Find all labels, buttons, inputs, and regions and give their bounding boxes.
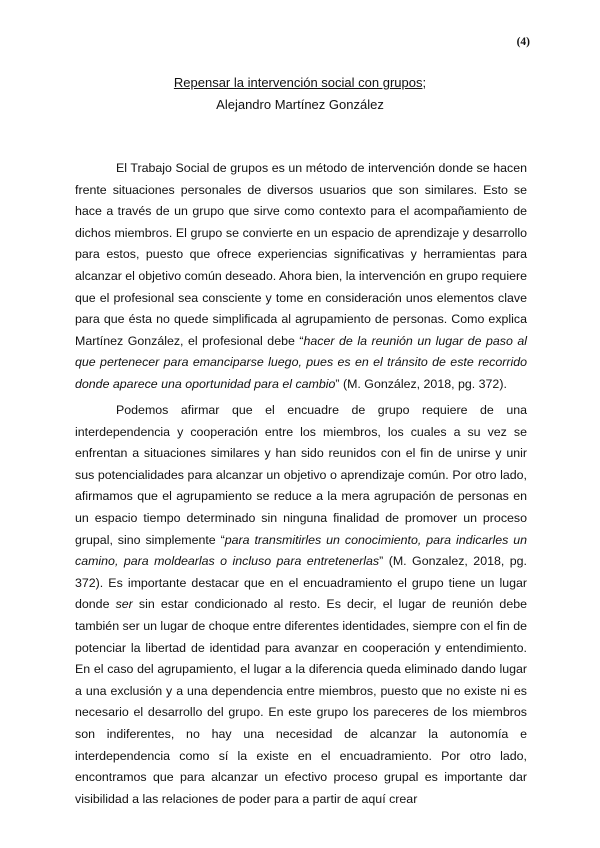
title-suffix: ;: [422, 75, 427, 90]
emphasis-word: ser: [115, 597, 133, 612]
title-line: [0, 72, 600, 94]
title-block: [0, 72, 600, 116]
document-title: Repensar la intervención social con grupos: [173, 75, 423, 90]
paragraph-text: Podemos afirmar que el encuadre de grupo requiere de una interdependencia y cooperación entre los miembros, los cuales a su vez se enfrentan a situaciones similares y han sido reunidos con el fin de unirse y unir sus potencialidades para alcanzar un objetivo o aprendizaje común. Por otro lado, afirmamos que el agrupamiento se reduce a la mera agrupación de personas en un espacio tiempo determinado sin ninguna finalidad de promover un proceso grupal, sino simplemente “: [75, 403, 527, 547]
paragraph-quote: para transmitirles un conocimiento, para indicarles un camino, para moldearlas o incluso para entretenerlas: [75, 532, 528, 569]
paragraph-quote: hacer de la reunión un lugar de paso al que pertenecer para emanciparse luego, pues es en el tránsito de este recorrido donde aparece una oportunidad para el cambio: [75, 333, 527, 391]
paragraph-1-block: [75, 158, 527, 396]
paragraph-text: sin estar condicionado al resto. Es decir, el lugar de reunión debe también ser un lugar de choque entre diferentes identidades, siempre con el fin de potenciar la libertad de identidad para avanzar en cooperación y entendimiento. En el caso del agrupamiento, el lugar a la diferencia queda eliminado dando lugar a una exclusión y a una dependencia entre miembros, puesto que no existe ni es necesario el desarrollo del grupo. En este grupo los pareceres de los miembros son indiferentes, no hay una necesidad de alcanzar la autonomía e interdependencia como sí la existe en el encuadramiento. Por otro lado, encontramos que para alcanzar un efectivo proceso grupal es importante dar visibilidad a las relaciones de poder para a partir de aquí crear: [75, 597, 527, 806]
paragraph-text: El Trabajo Social de grupos es un método de intervención donde se hacen frente situaciones personales de diversos usuarios que son similares. Esto se hace a través de un grupo que sirve como contexto para el acompañamiento de dichos miembros. El grupo se convierte en un espacio de aprendizaje y desarrollo para estos, puesto que ofrece experiencias significativas y herramientas para alcanzar el objetivo común deseado. Ahora bien, la intervención en grupo requiere que el profesional sea consciente y tome en consideración unos elementos clave para que ésta no quede simplificada al agrupamiento de personas. Como explica Martínez González, el profesional debe “: [75, 161, 527, 348]
paragraph-2-block: [75, 400, 527, 810]
paragraph-citation: ” (M. Gonzalez, 2018, pg. 372). Es importante destacar que en el encuadramiento el grupo tiene un lugar donde: [75, 554, 527, 612]
author-name: Alejandro Martínez González: [216, 97, 384, 112]
paragraph-1: [75, 158, 527, 396]
page-number: (4): [516, 36, 530, 48]
paragraph-citation: ” (M. González, 2018, pg. 372).: [335, 376, 507, 391]
paragraph-2: [75, 400, 527, 810]
